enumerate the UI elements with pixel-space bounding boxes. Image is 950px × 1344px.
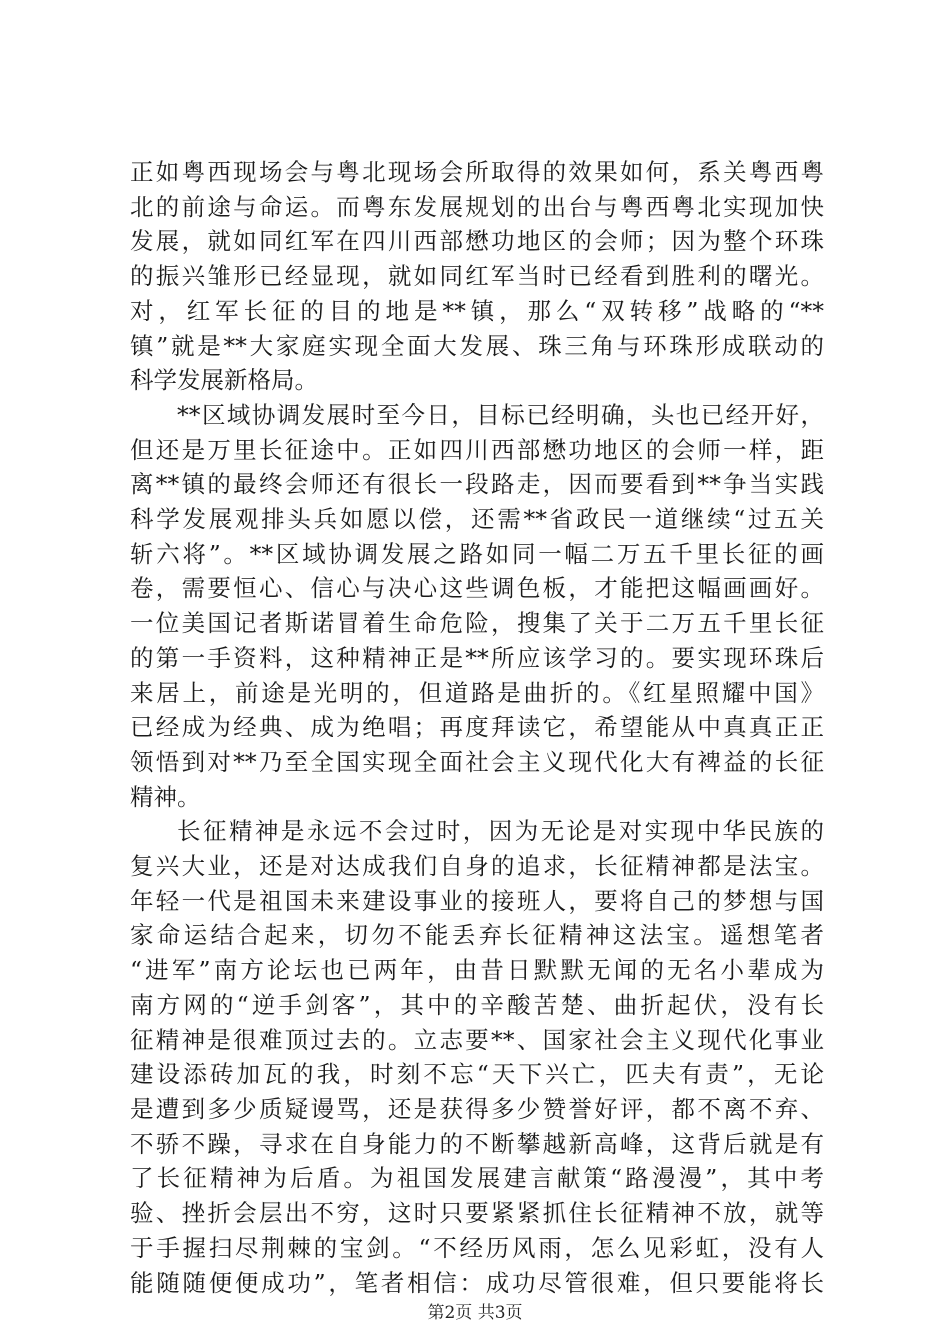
text-line: 是遭到多少质疑谩骂，还是获得多少赞誉好评，都不离不弃、 [130, 1094, 824, 1123]
paragraph-3 [130, 814, 824, 1300]
text-line: 年轻一代是祖国未来建设事业的接班人，要将自己的梦想与国 [130, 886, 824, 915]
text-line: 能随随便便成功”，笔者相信：成功尽管很难，但只要能将长 [130, 1268, 824, 1297]
text-line: 科学发展新格局。 [130, 366, 318, 395]
text-line: 正如粤西现场会与粤北现场会所取得的效果如何，系关粤西粤 [130, 158, 824, 186]
text-line: 已经成为经典、成为绝唱；再度拜读它，希望能从中真真正正 [130, 713, 824, 742]
text-line: 镇”就是**大家庭实现全面大发展、珠三角与环珠形成联动的 [130, 331, 824, 360]
text-line: 征精神是很难顶过去的。立志要**、国家社会主义现代化事业 [130, 1025, 824, 1054]
paragraph-2 [130, 398, 824, 814]
text-line: 验、挫折会层出不穷，这时只要紧紧抓住长征精神不放，就等 [130, 1199, 824, 1228]
text-line: 离**镇的最终会师还有很长一段路走，因而要看到**争当实践 [130, 470, 824, 499]
text-line: 不骄不躁，寻求在自身能力的不断攀越新高峰，这背后就是有 [130, 1129, 824, 1158]
text-line: 长征精神是永远不会过时，因为无论是对实现中华民族的 [177, 817, 824, 846]
text-line: 的第一手资料，这种精神正是**所应该学习的。要实现环珠后 [130, 643, 824, 672]
text-line: 南方网的“逆手剑客”，其中的辛酸苦楚、曲折起伏，没有长 [130, 990, 824, 1019]
text-line: 了长征精神为后盾。为祖国发展建言献策“路漫漫”，其中考 [130, 1164, 824, 1193]
text-line: 复兴大业，还是对达成我们自身的追求，长征精神都是法宝。 [130, 852, 824, 881]
text-line: 北的前途与命运。而粤东发展规划的出台与粤西粤北实现加快 [130, 192, 824, 221]
text-line: 但还是万里长征途中。正如四川西部懋功地区的会师一样，距 [130, 435, 824, 464]
text-line: 来居上，前途是光明的，但道路是曲折的。《红星照耀中国》 [130, 678, 824, 707]
text-line: 精神。 [130, 782, 201, 811]
text-line: **区域协调发展时至今日，目标已经明确，头也已经开好， [177, 400, 824, 429]
paragraph-1 [130, 155, 824, 398]
text-line: 建设添砖加瓦的我，时刻不忘“天下兴亡，匹夫有责”，无论 [130, 1060, 824, 1089]
text-line: 家命运结合起来，切勿不能丢弃长征精神这法宝。遥想笔者 [130, 921, 824, 950]
text-line: 对，红军长征的目的地是**镇，那么“双转移”战略的“** [130, 296, 824, 325]
text-line: 一位美国记者斯诺冒着生命危险，搜集了关于二万五千里长征 [130, 609, 824, 638]
text-line: 发展，就如同红军在四川西部懋功地区的会师；因为整个环珠 [130, 227, 824, 256]
text-line: 领悟到对**乃至全国实现全面社会主义现代化大有裨益的长征 [130, 747, 824, 776]
text-line: “进军”南方论坛也已两年，由昔日默默无闻的无名小辈成为 [130, 956, 824, 985]
text-line: 斩六将”。**区域协调发展之路如同一幅二万五千里长征的画 [130, 539, 824, 568]
text-line: 于手握扫尽荆棘的宝剑。“不经历风雨，怎么见彩虹，没有人 [130, 1233, 824, 1262]
text-line: 的振兴雏形已经显现，就如同红军当时已经看到胜利的曙光。 [130, 262, 824, 291]
text-line: 卷，需要恒心、信心与决心这些调色板，才能把这幅画画好。 [130, 574, 824, 603]
page-number-footer: 第2页 共3页 [427, 1303, 523, 1323]
text-line: 科学发展观排头兵如愿以偿，还需**省政民一道继续“过五关 [130, 505, 824, 534]
body-text [130, 155, 824, 1300]
